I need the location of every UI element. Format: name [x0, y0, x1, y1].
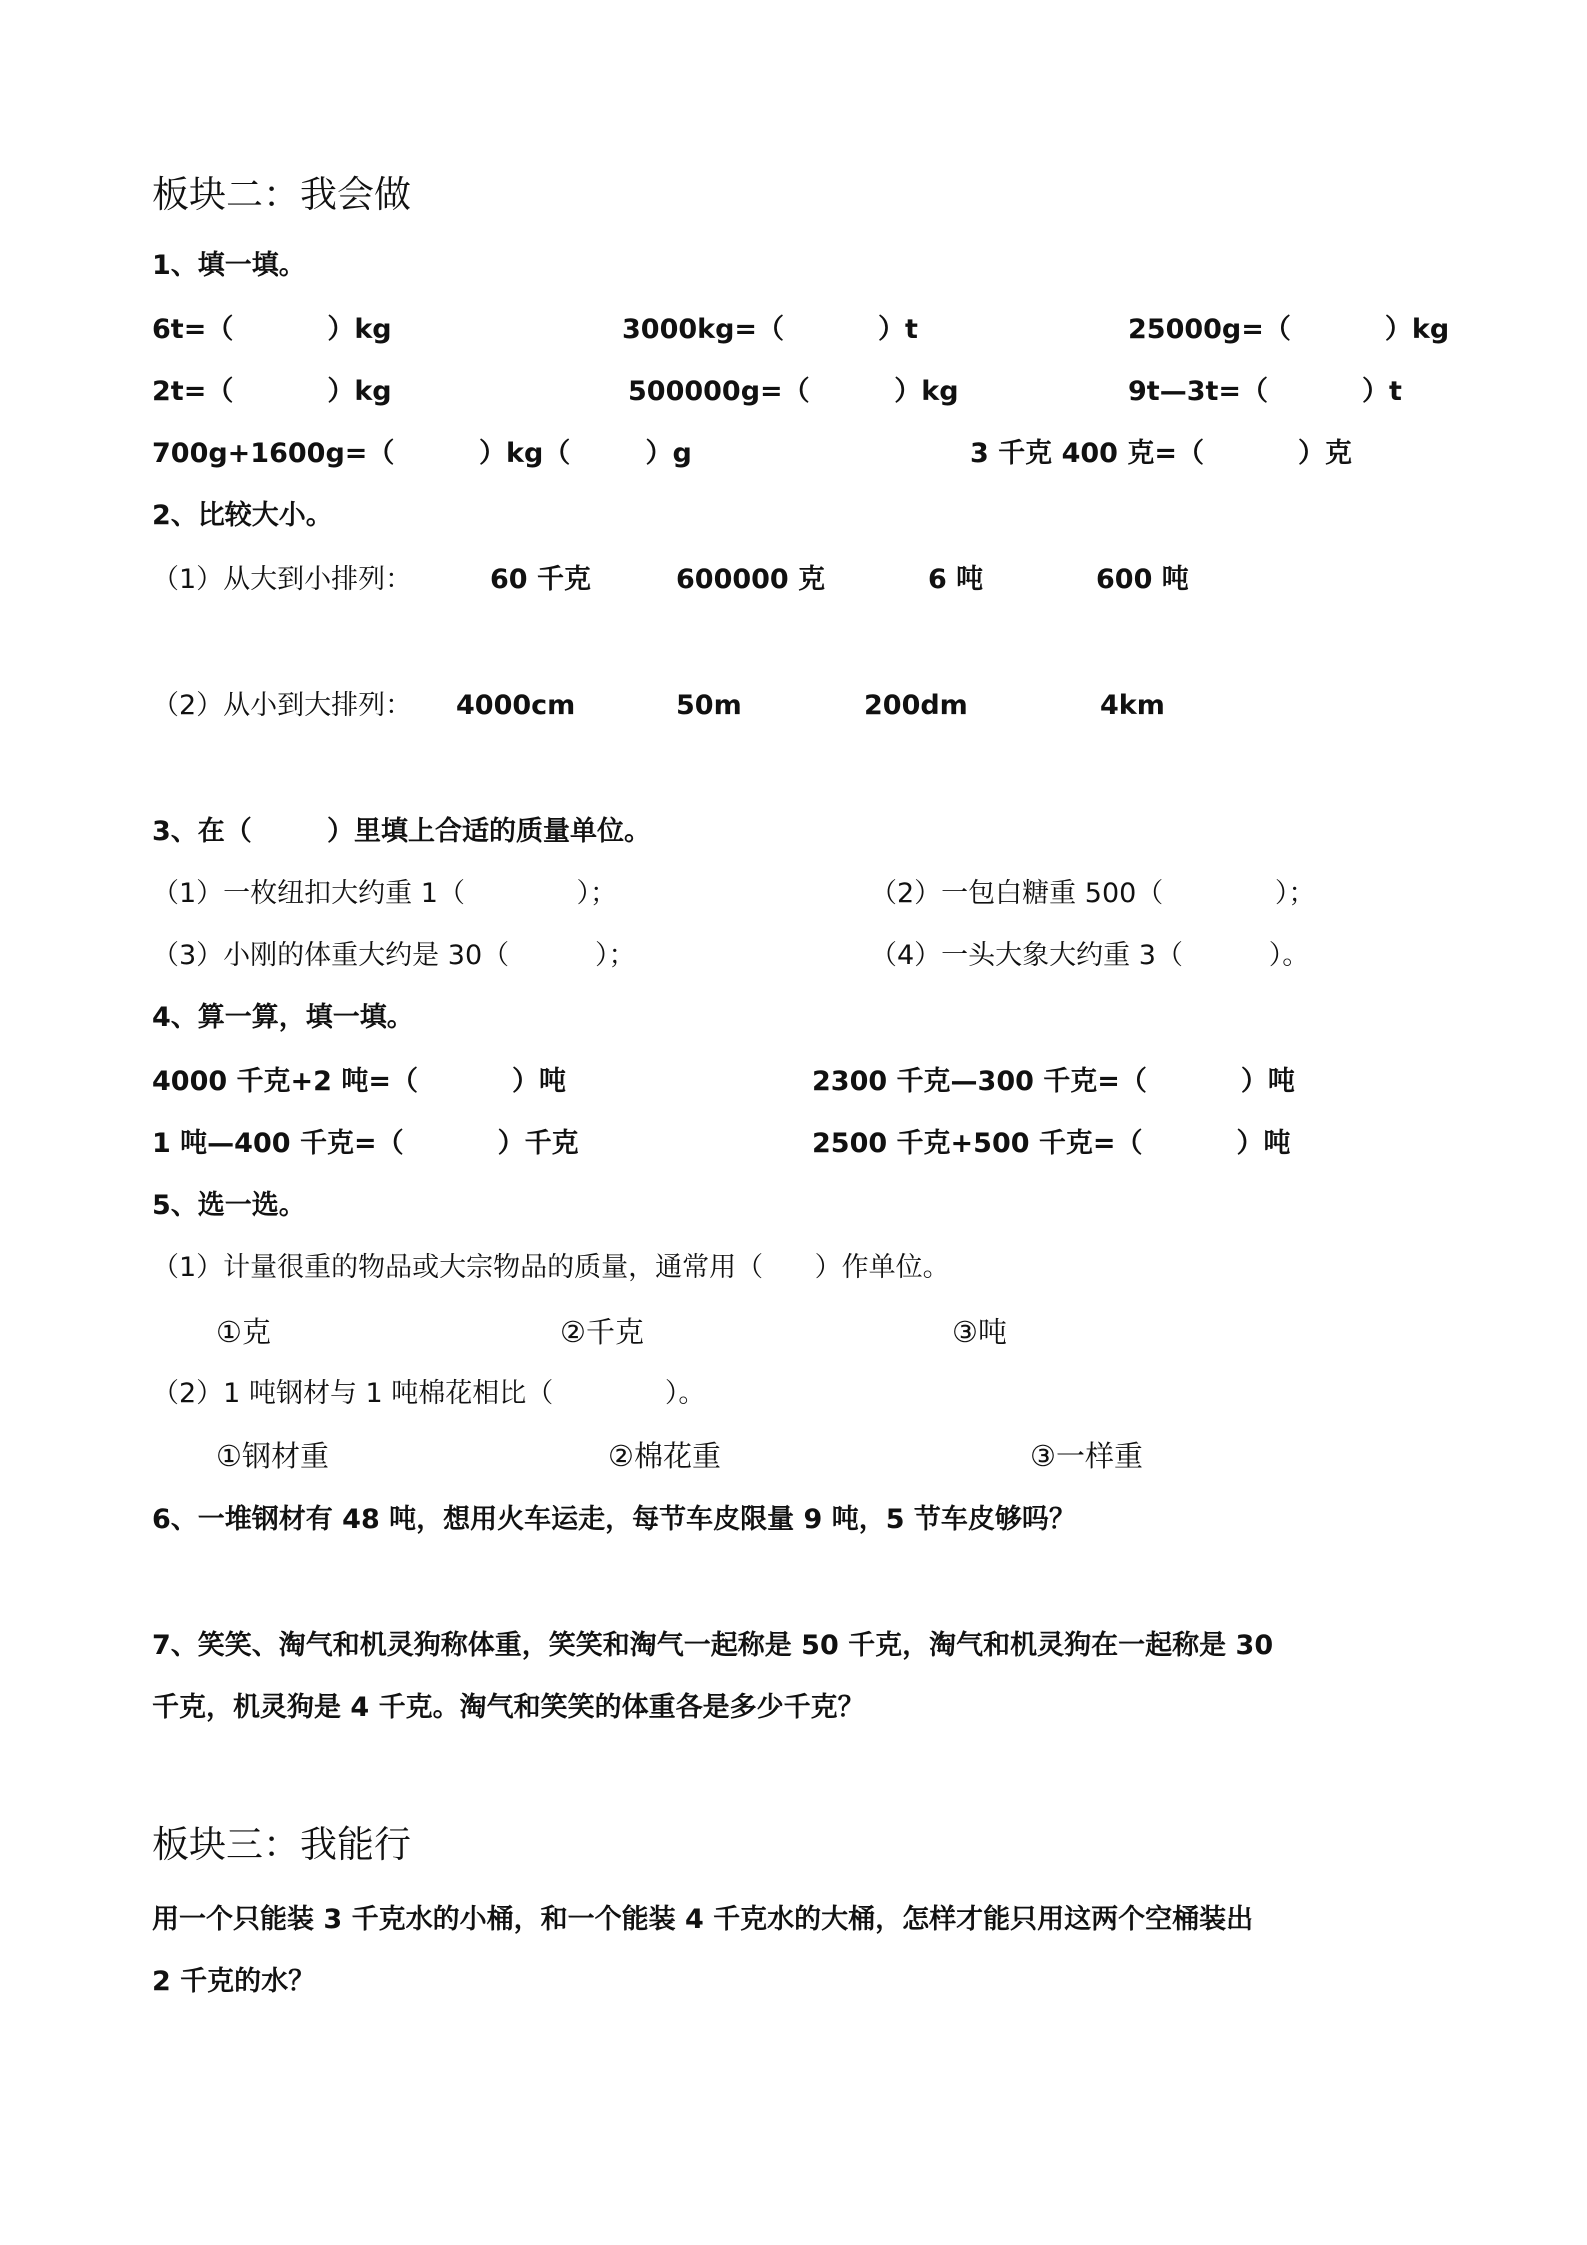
q2-part1-item: 600 吨 [1096, 564, 1189, 595]
q5-part1: （1）计量很重的物品或大宗物品的质量，通常用（ ）作单位。 [152, 1252, 950, 1283]
q1-blank: 500000g=（ ）kg [628, 376, 959, 407]
q1-blank: 9t—3t=（ ）t [1128, 376, 1402, 407]
q7-text-line1: 7、笑笑、淘气和机灵狗称体重，笑笑和淘气一起称是 50 千克，淘气和机灵狗在一起称是 30 [152, 1630, 1274, 1661]
q5-part2-option: ③一样重 [1030, 1439, 1143, 1473]
q2-part1-item: 6 吨 [928, 564, 984, 595]
q1-blank: 2t=（ ）kg [152, 376, 392, 407]
q2-part2-label: （2）从小到大排列： [152, 690, 413, 721]
q2-title: 2、比较大小。 [152, 500, 333, 531]
q2-part2-item: 200dm [864, 690, 968, 721]
q2-part1-item: 60 千克 [490, 564, 591, 595]
q5-part1-option: ②千克 [560, 1315, 644, 1349]
q2-part1-item: 600000 克 [676, 564, 826, 595]
q7-text-line2: 千克，机灵狗是 4 千克。淘气和笑笑的体重各是多少千克？ [152, 1692, 865, 1723]
q2-part2-item: 4km [1100, 690, 1165, 721]
q4-item: 1 吨—400 千克=（ ）千克 [152, 1128, 579, 1159]
q5-part2: （2）1 吨钢材与 1 吨棉花相比（ ）。 [152, 1378, 706, 1409]
q1-blank: 3000kg=（ ）t [622, 314, 918, 345]
q1-blank: 700g+1600g=（ ）kg（ ）g [152, 438, 692, 469]
q3-item: （3）小刚的体重大约是 30（ ）； [152, 940, 636, 971]
section3-text-line1: 用一个只能装 3 千克水的小桶，和一个能装 4 千克水的大桶，怎样才能只用这两个空桶装出 [152, 1904, 1254, 1935]
q5-part2-option: ①钢材重 [216, 1439, 329, 1473]
q5-title: 5、选一选。 [152, 1190, 306, 1221]
q3-item: （2）一包白糖重 500（ ）； [870, 878, 1316, 909]
q3-title: 3、在（ ）里填上合适的质量单位。 [152, 816, 651, 847]
q4-item: 2300 千克—300 千克=（ ）吨 [812, 1066, 1295, 1097]
q2-part2-item: 4000cm [456, 690, 576, 721]
q4-item: 2500 千克+500 千克=（ ）吨 [812, 1128, 1291, 1159]
section2-heading: 板块二：我会做 [152, 173, 411, 216]
q3-item: （4）一头大象大约重 3（ ）。 [870, 940, 1310, 971]
q4-title: 4、算一算，填一填。 [152, 1002, 414, 1033]
q5-part2-option: ②棉花重 [608, 1439, 721, 1473]
q4-item: 4000 千克+2 吨=（ ）吨 [152, 1066, 566, 1097]
q1-title: 1、填一填。 [152, 250, 306, 281]
section3-text-line2: 2 千克的水？ [152, 1966, 316, 1997]
section3-heading: 板块三：我能行 [152, 1823, 411, 1866]
q6-text: 6、一堆钢材有 48 吨，想用火车运走，每节车皮限量 9 吨，5 节车皮够吗？ [152, 1504, 1076, 1535]
q1-blank: 6t=（ ）kg [152, 314, 392, 345]
q2-part2-item: 50m [676, 690, 742, 721]
q3-item: （1）一枚纽扣大约重 1（ ）； [152, 878, 618, 909]
q1-blank: 3 千克 400 克=（ ）克 [970, 438, 1352, 469]
q5-part1-option: ①克 [216, 1315, 271, 1349]
q1-blank: 25000g=（ ）kg [1128, 314, 1450, 345]
q5-part1-option: ③吨 [952, 1315, 1007, 1349]
q2-part1-label: （1）从大到小排列： [152, 564, 413, 595]
